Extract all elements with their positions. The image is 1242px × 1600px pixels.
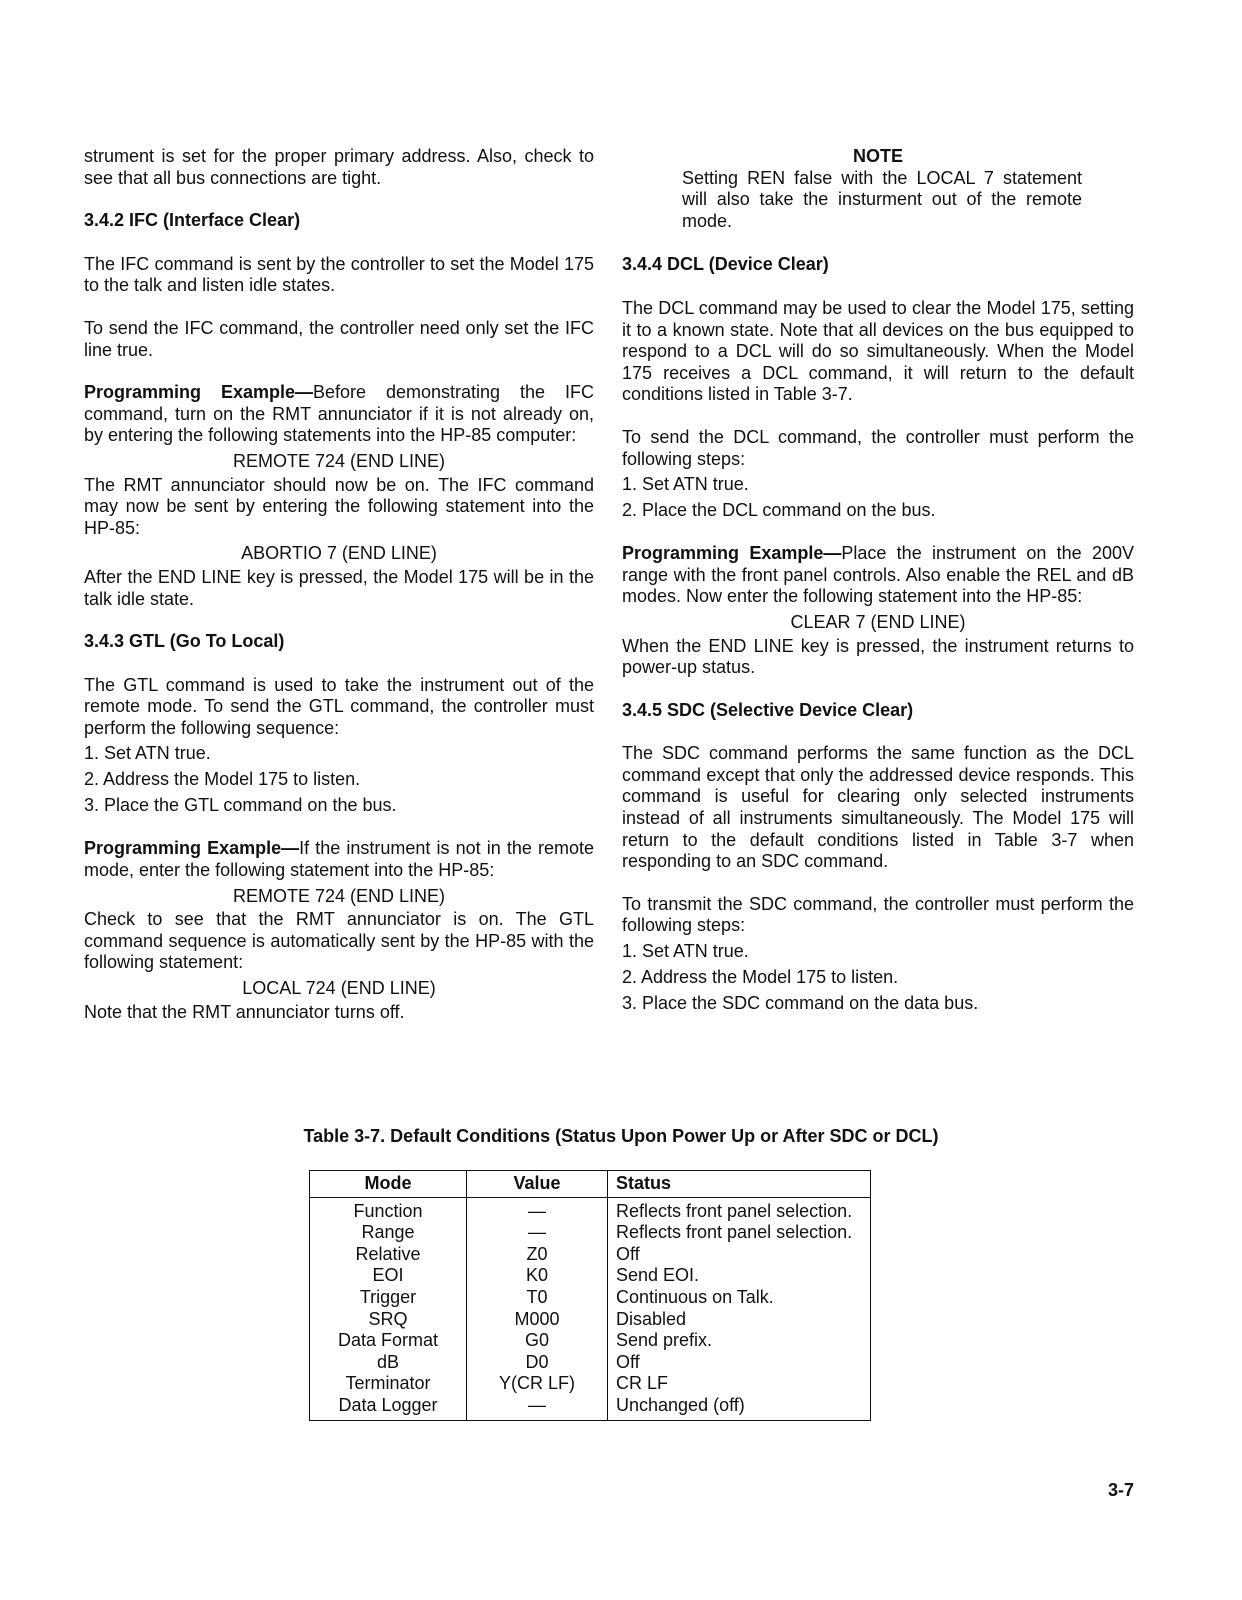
- list-item: 2. Address the Model 175 to listen.: [622, 967, 899, 988]
- example-text: Before demonstrating the IFC command, turn on the RMT annunciator if it is not already on, by entering the following statements into the HP-85 computer:: [84, 382, 594, 446]
- column-header-mode: Mode: [310, 1171, 467, 1198]
- example-label: Programming Example—: [84, 838, 300, 859]
- sdc-steps-list: [622, 941, 1134, 1014]
- list-item: 3. Place the SDC command on the data bus.: [622, 993, 979, 1014]
- ifc-paragraph-3: The RMT annunciator should now be on. The IFC command may now be sent by entering the following statement into the HP-85:: [84, 474, 594, 538]
- status-cell: Unchanged (off): [608, 1395, 871, 1420]
- gtl-paragraph-2: Check to see that the RMT annunciator is on. The GTL command sequence is automatically sent by the HP-85 with the following statement:: [84, 909, 594, 973]
- value-cell: D0: [467, 1352, 608, 1374]
- list-item: 1. Set ATN true.: [622, 941, 749, 962]
- list-item: 1. Set ATN true.: [84, 743, 211, 764]
- table-caption: Table 3-7. Default Conditions (Status Upon Power Up or After SDC or DCL): [303, 1126, 939, 1146]
- ifc-paragraph-2: To send the IFC command, the controller need only set the IFC line true.: [84, 317, 594, 360]
- mode-cell: EOI: [372, 1265, 404, 1286]
- dcl-paragraph-2: To send the DCL command, the controller must perform the following steps:: [622, 426, 1134, 469]
- table-row: [310, 1395, 871, 1420]
- value-cell: Y(CR LF): [467, 1373, 608, 1395]
- value-cell: M000: [467, 1309, 608, 1331]
- intro-paragraph: strument is set for the proper primary address. Also, check to see that all bus connections are tight.: [84, 146, 594, 188]
- status-cell: Off: [608, 1244, 871, 1266]
- status-cell: Send EOI.: [608, 1265, 871, 1287]
- value-cell: Z0: [467, 1244, 608, 1266]
- table-row: [310, 1287, 871, 1309]
- value-cell: —: [467, 1222, 608, 1244]
- mode-cell: Function: [353, 1200, 423, 1221]
- command-line: LOCAL 724 (END LINE): [242, 978, 436, 999]
- column-header-status: Status: [608, 1171, 871, 1198]
- value-cell: T0: [467, 1287, 608, 1309]
- mode-cell: Trigger: [359, 1286, 417, 1307]
- value-cell: —: [467, 1197, 608, 1222]
- list-item: 1. Set ATN true.: [622, 474, 749, 495]
- dcl-steps-list: [622, 474, 1134, 521]
- command-line: REMOTE 724 (END LINE): [232, 450, 446, 471]
- page-number: 3-7: [1107, 1480, 1134, 1500]
- value-cell: K0: [467, 1265, 608, 1287]
- dcl-paragraph-3: When the END LINE key is pressed, the instrument returns to power-up status.: [622, 635, 1134, 678]
- sdc-heading: 3.4.5 SDC (Selective Device Clear): [622, 699, 914, 720]
- status-cell: CR LF: [608, 1373, 871, 1395]
- value-cell: G0: [467, 1330, 608, 1352]
- dcl-programming-example: [622, 543, 1134, 608]
- table-row: [310, 1309, 871, 1331]
- table-row: [310, 1373, 871, 1395]
- gtl-steps-list: [84, 743, 594, 816]
- table-header-row: [310, 1171, 871, 1198]
- gtl-heading: 3.4.3 GTL (Go To Local): [84, 631, 285, 652]
- table-row: [310, 1244, 871, 1266]
- status-cell: Disabled: [608, 1309, 871, 1331]
- ifc-programming-example: [84, 382, 594, 447]
- mode-cell: SRQ: [368, 1308, 408, 1329]
- mode-cell: Range: [361, 1222, 415, 1243]
- list-item: 2. Place the DCL command on the bus.: [622, 500, 936, 521]
- dcl-heading: 3.4.4 DCL (Device Clear): [622, 254, 829, 275]
- default-conditions-table: [309, 1170, 871, 1421]
- command-line: ABORTIO 7 (END LINE): [241, 543, 437, 564]
- list-item: 3. Place the GTL command on the bus.: [84, 795, 397, 816]
- value-cell: —: [467, 1395, 608, 1420]
- mode-cell: Data Logger: [338, 1394, 438, 1415]
- table-row: [310, 1222, 871, 1244]
- note-text: Setting REN false with the LOCAL 7 statement will also take the insturment out of the remote mode.: [682, 167, 1082, 231]
- command-line: CLEAR 7 (END LINE): [790, 611, 966, 632]
- mode-cell: Relative: [355, 1243, 421, 1264]
- right-column: [622, 146, 1134, 1036]
- status-cell: Continuous on Talk.: [608, 1287, 871, 1309]
- status-cell: Reflects front panel selection.: [608, 1222, 871, 1244]
- gtl-paragraph-3: Note that the RMT annunciator turns off.: [84, 1001, 405, 1022]
- example-text: Place the instrument on the 200V range with the front panel controls. Also enable the REL and dB modes. Now enter the following statement into the HP-85:: [622, 543, 1134, 607]
- dcl-paragraph-1: The DCL command may be used to clear the Model 175, setting it to a known state. Note that all devices on the bus equipped to respond to a DCL will do so simultaneously. When the Model 175 receives a DCL command, it will return to the default conditions listed in Table 3-7.: [622, 297, 1134, 405]
- example-label: Programming Example—: [622, 543, 842, 564]
- ifc-paragraph-4: After the END LINE key is pressed, the Model 175 will be in the talk idle state.: [84, 566, 594, 609]
- sdc-paragraph-2: To transmit the SDC command, the controller must perform the following steps:: [622, 893, 1134, 936]
- gtl-paragraph-1: The GTL command is used to take the instrument out of the remote mode. To send the GTL command, the controller must perform the following sequence:: [84, 674, 594, 738]
- table-row: [310, 1330, 871, 1352]
- left-column: [84, 146, 594, 1044]
- mode-cell: Terminator: [345, 1373, 431, 1394]
- table-row: [310, 1352, 871, 1374]
- example-label: Programming Example—: [84, 382, 314, 403]
- ifc-paragraph-1: The IFC command is sent by the controller to set the Model 175 to the talk and listen idle states.: [84, 253, 594, 296]
- ifc-heading: 3.4.2 IFC (Interface Clear): [84, 210, 301, 231]
- note-box: [622, 146, 1134, 232]
- example-text: If the instrument is not in the remote mode, enter the following statement into the HP-85:: [84, 838, 595, 881]
- sdc-paragraph-1: The SDC command performs the same function as the DCL command except that only the addressed device responds. This command is useful for clearing only selected instruments instead of all instruments simultaneously. The Model 175 will return to the default conditions listed in Table 3-7 when responding to an SDC command.: [622, 743, 1134, 872]
- mode-cell: Data Format: [337, 1330, 439, 1351]
- table-row: [310, 1265, 871, 1287]
- column-header-value: Value: [467, 1171, 608, 1198]
- gtl-programming-example: [84, 838, 594, 881]
- note-heading: NOTE: [852, 146, 903, 166]
- list-item: 2. Address the Model 175 to listen.: [84, 769, 361, 790]
- table-row: [310, 1197, 871, 1222]
- status-cell: Reflects front panel selection.: [608, 1197, 871, 1222]
- mode-cell: dB: [376, 1351, 400, 1372]
- status-cell: Send prefix.: [608, 1330, 871, 1352]
- status-cell: Off: [608, 1352, 871, 1374]
- command-line: REMOTE 724 (END LINE): [232, 885, 446, 906]
